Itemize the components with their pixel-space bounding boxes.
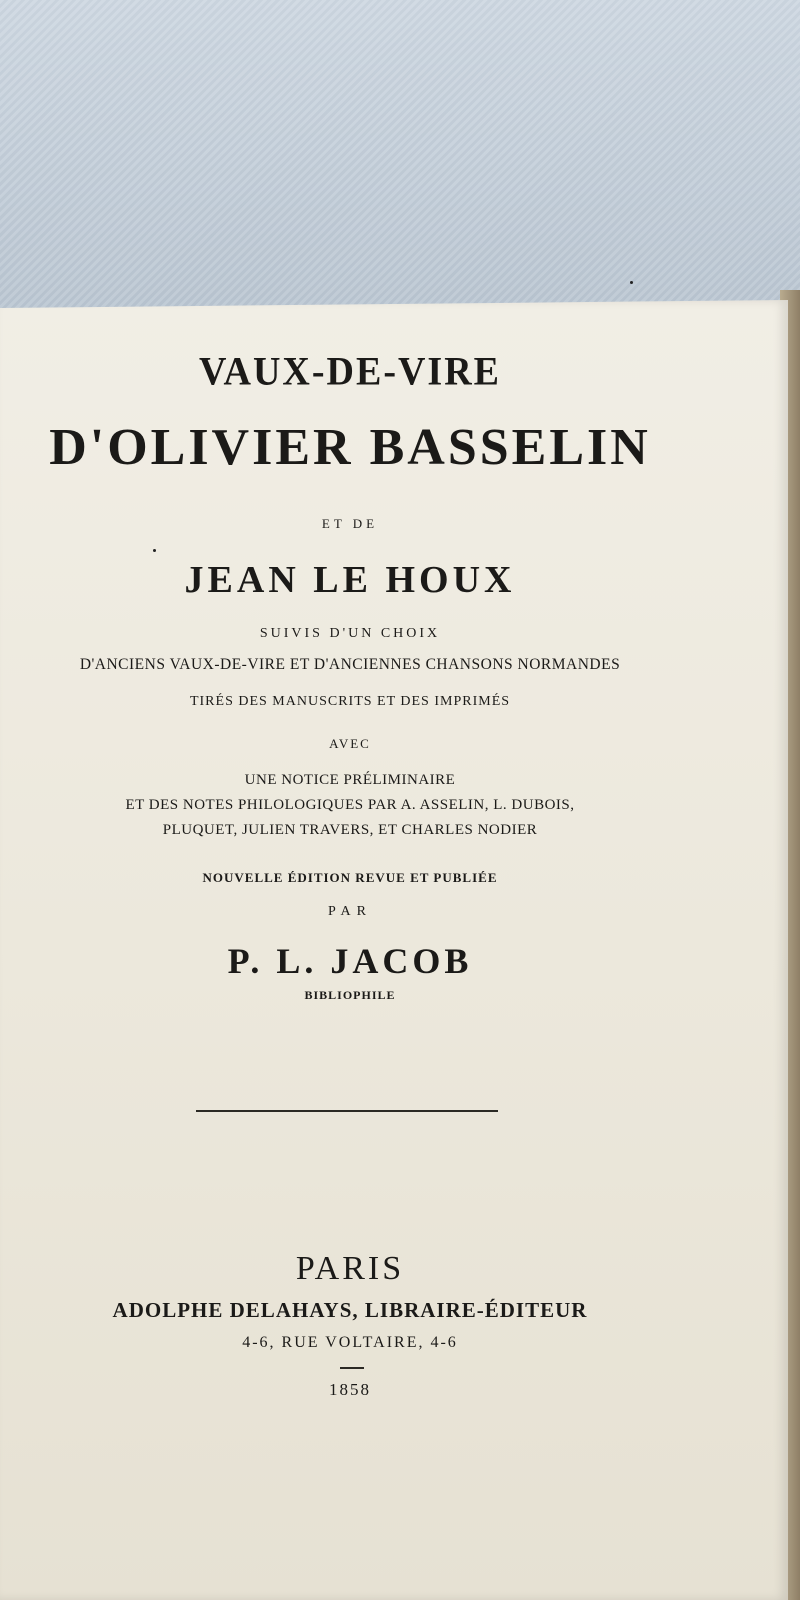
- subtitle-line-4: AVEC: [329, 736, 371, 751]
- author-role: BIBLIOPHILE: [304, 988, 396, 1002]
- paper-speck: [153, 549, 156, 552]
- short-rule: [340, 1367, 364, 1369]
- background-cloth: [0, 0, 800, 320]
- imprint-publisher: ADOLPHE DELAHAYS, LIBRAIRE-ÉDITEUR: [112, 1298, 588, 1322]
- title-line-3: ET DE: [321, 516, 379, 531]
- edition-line: NOUVELLE ÉDITION REVUE ET PUBLIÉE: [202, 870, 498, 885]
- title-line-4: JEAN LE HOUX: [184, 559, 516, 601]
- notice-line-1: UNE NOTICE PRÉLIMINAIRE: [244, 772, 456, 788]
- imprint-year: 1858: [329, 1380, 371, 1399]
- horizontal-rule: [196, 1110, 498, 1112]
- subtitle-line-2: D'ANCIENS VAUX-DE-VIRE ET D'ANCIENNES CHANSONS NORMANDES: [79, 656, 621, 673]
- title-line-2: D'OLIVIER BASSELIN: [49, 419, 651, 476]
- notice-line-2: ET DES NOTES PHILOLOGIQUES PAR A. ASSELIN, L. DUBOIS,: [125, 797, 575, 813]
- title-line-1: VAUX-DE-VIRE: [199, 349, 501, 395]
- imprint-city: PARIS: [295, 1250, 405, 1287]
- imprint-address: 4-6, RUE VOLTAIRE, 4-6: [242, 1334, 458, 1351]
- subtitle-line-3: TIRÉS DES MANUSCRITS ET DES IMPRIMÉS: [189, 694, 511, 709]
- notice-line-3: PLUQUET, JULIEN TRAVERS, ET CHARLES NODIER: [162, 822, 538, 838]
- par-line: PAR: [328, 904, 372, 919]
- author-name: P. L. JACOB: [227, 941, 473, 981]
- subtitle-line-1: SUIVIS D'UN CHOIX: [259, 626, 441, 641]
- paper-speck: [630, 281, 633, 284]
